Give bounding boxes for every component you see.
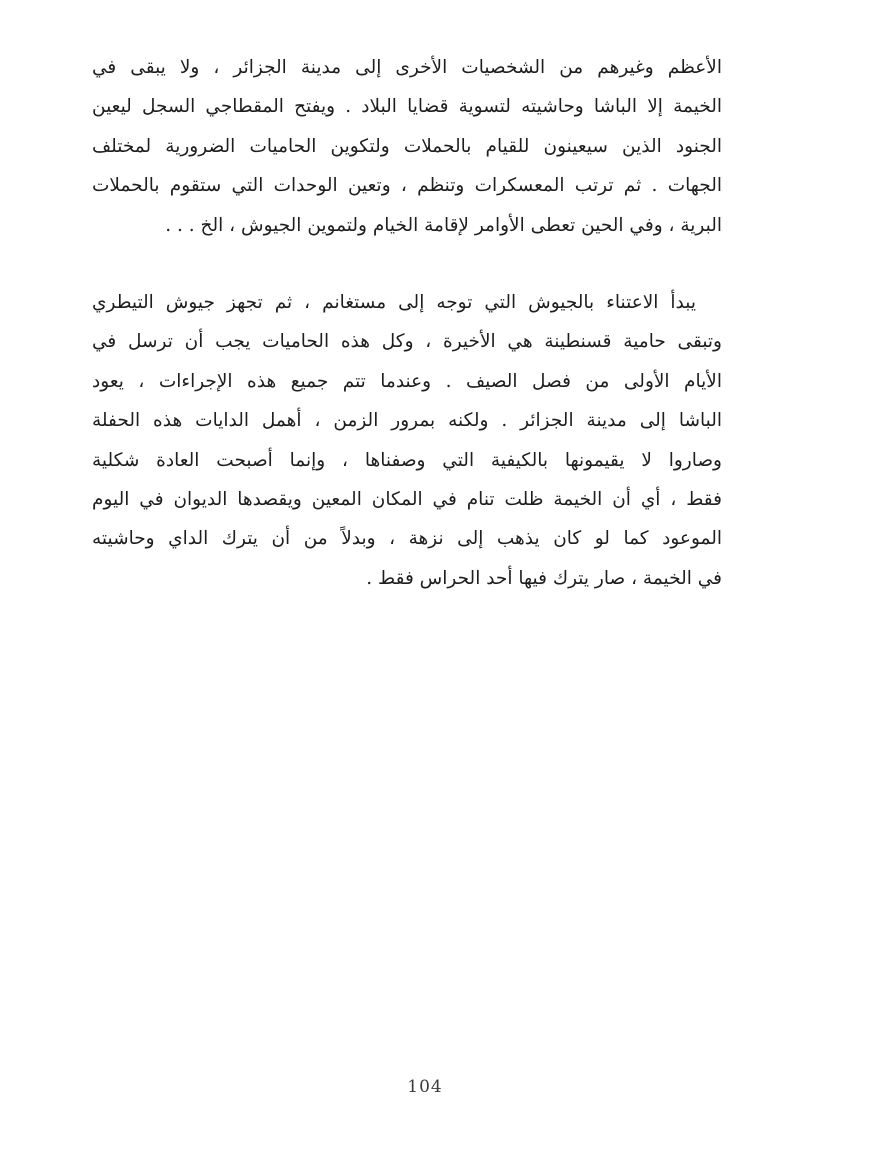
paragraph-2	[92, 283, 722, 598]
text-line: البرية ، وفي الحين تعطى الأوامر لإقامة الخيام ولتموين الجيوش ، الخ . . .	[165, 214, 722, 236]
text-line: الأيام الأولى من فصل الصيف . وعندما تتم جميع هذه الإجراءات ، يعود	[92, 370, 722, 392]
text-line: فقط ، أي أن الخيمة ظلت تنام في المكان المعين ويقصدها الديوان في اليوم	[92, 488, 722, 510]
text-line: الخيمة إلا الباشا وحاشيته لتسوية قضايا البلاد . ويفتح المقطاجي السجل ليعين	[92, 96, 722, 118]
page-number: 104	[407, 1077, 443, 1097]
text-line: وتبقى حامية قسنطينة هي الأخيرة ، وكل هذه الحاميات يجب أن ترسل في	[92, 331, 722, 353]
text-line: الأعظم وغيرهم من الشخصيات الأخرى إلى مدينة الجزائر ، ولا يبقى في	[92, 57, 722, 78]
text-line: الموعود كما لو كان يذهب إلى نزهة ، وبدلاً من أن يترك الداي وحاشيته	[92, 528, 722, 550]
text-line: وصاروا لا يقيمونها بالكيفية التي وصفناها ، وإنما أصبحت العادة شكلية	[92, 449, 722, 471]
text-line: الجنود الذين سيعينون للقيام بالحملات ولتكوين الحاميات الضرورية لمختلف	[92, 135, 722, 157]
text-line: في الخيمة ، صار يترك فيها أحد الحراس فقط .	[366, 567, 722, 589]
text-line: يبدأ الاعتناء بالجيوش التي توجه إلى مستغانم ، ثم تجهز جيوش التيطري	[92, 292, 696, 313]
text-line: الجهات . ثم ترتب المعسكرات وتنظم ، وتعين الوحدات التي ستقوم بالحملات	[92, 175, 722, 197]
paragraph-1	[92, 48, 722, 245]
text-line: الباشا إلى مدينة الجزائر . ولكنه بمرور الزمن ، أهمل الدايات هذه الحفلة	[92, 410, 722, 432]
